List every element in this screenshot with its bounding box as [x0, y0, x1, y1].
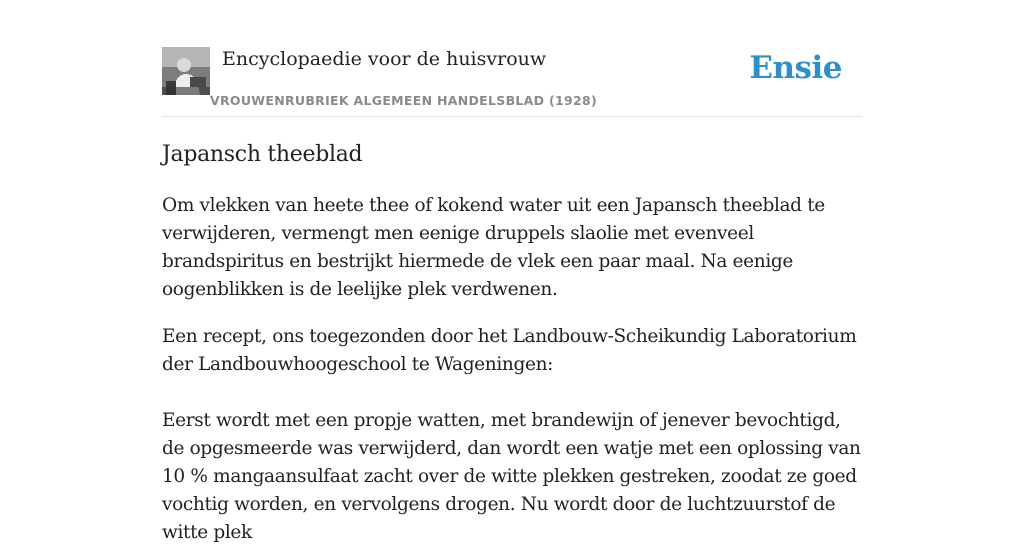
article-title: Japansch theeblad [162, 142, 363, 167]
avatar[interactable] [162, 47, 210, 95]
brand-logo[interactable]: Ensie [749, 50, 842, 86]
blog-title[interactable]: Encyclopaedie voor de huisvrouw [222, 48, 547, 70]
article-paragraph: Eerst wordt met een propje watten, met brandewijn of jenever bevochtigd, de opgesmeerde was verwijderd, dan wordt een watje met een oplossing van 10 % mangaansulfaat zacht over de witte plekken gestreken, zoodat ze goed vochtig worden, en vervolgens drogen. Nu wordt door de luchtzuurstof de witte plek [162, 410, 861, 543]
article-paragraph: Een recept, ons toegezonden door het Landbouw-Scheikundig Laboratorium der Landbouwhoogeschool te Wageningen: [162, 326, 857, 375]
avatar-photo-icon [162, 47, 210, 95]
site-header [162, 0, 862, 117]
article-paragraph: Om vlekken van heete thee of kokend water uit een Japansch theeblad te verwijderen, vermengt men eenige druppels slaolie met evenveel brandspiritus en bestrijkt hiermede de vlek een paar maal. Na eenige oogenblikken is de leelijke plek verdwenen. [162, 195, 825, 300]
blog-subtitle: VROUWENRUBRIEK ALGEMEEN HANDELSBLAD (1928) [210, 93, 597, 108]
article [162, 136, 862, 543]
